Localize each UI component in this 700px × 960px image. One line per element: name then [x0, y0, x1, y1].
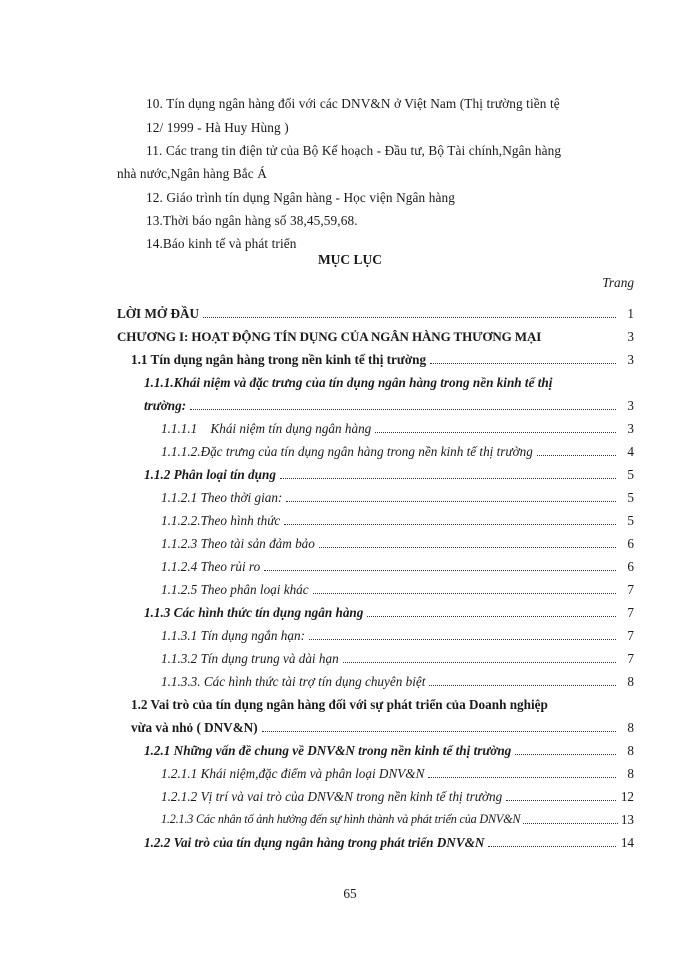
toc-entry[interactable] — [117, 804, 634, 827]
toc-entry-title: 1.2.2 Vai trò của tín dụng ngân hàng trong phát triển DNV&N — [144, 835, 485, 850]
toc-entry-page: 8 — [627, 674, 634, 689]
toc-entry[interactable] — [117, 505, 634, 528]
toc-entry-title: 1.1.3.1 Tín dụng ngắn hạn: — [161, 628, 305, 643]
reference-14: 14.Báo kinh tế và phát triển — [146, 236, 297, 251]
toc-leader-dots — [343, 662, 616, 663]
reference-10-line1: 10. Tín dụng ngân hàng đối với các DNV&N ở Việt Nam (Thị trường tiền tệ — [146, 96, 560, 111]
toc-leader-dots — [280, 478, 616, 479]
toc-leader-dots — [523, 823, 618, 824]
toc-entry-title: 1.1.3.2 Tín dụng trung và dài hạn — [161, 651, 339, 666]
toc-entry-title: 1.1.1.1 Khái niệm tín dụng ngân hàng — [161, 421, 372, 436]
toc-leader-dots — [537, 455, 616, 456]
toc-entry-title: 1.1.2 Phân loại tín dụng — [144, 467, 276, 482]
toc-leader-dots — [309, 639, 616, 640]
toc-entry[interactable] — [117, 827, 634, 850]
toc-entry-page: 7 — [627, 651, 634, 666]
toc-leader-dots — [264, 570, 616, 571]
toc-entry-page: 5 — [627, 490, 634, 505]
toc-entry-title: 1.2.1.2 Vị trí và vai trò của DNV&N trong nền kinh tế thị trường — [161, 789, 503, 804]
toc-entry-title: 1.1.3.3. Các hình thức tài trợ tín dụng chuyên biệt — [161, 674, 426, 689]
toc-entry[interactable] — [117, 436, 634, 459]
reference-13: 13.Thời báo ngân hàng số 38,45,59,68. — [146, 213, 358, 228]
toc-entry-page: 6 — [627, 536, 634, 551]
toc-leader-dots — [429, 685, 616, 686]
toc-entry-title-cont: vừa và nhỏ ( DNV&N) — [131, 720, 258, 735]
toc-entry[interactable] — [117, 551, 634, 574]
toc-entry-page: 3 — [627, 398, 634, 413]
toc-entry[interactable] — [117, 697, 634, 735]
toc-entry[interactable] — [117, 574, 634, 597]
toc-leader-dots — [286, 501, 616, 502]
toc-entry-title: 1.1.2.1 Theo thời gian: — [161, 490, 283, 505]
toc-entry-page: 8 — [627, 743, 634, 758]
toc-entry-title: 1.1.1.2.Đặc trưng của tín dụng ngân hàng trong nền kinh tế thị trường — [161, 444, 533, 459]
toc-leader-dots — [319, 547, 616, 548]
toc-entry[interactable] — [117, 528, 634, 551]
reference-10-line2: 12/ 1999 - Hà Huy Hùng ) — [146, 120, 289, 135]
toc-entry-title: LỜI MỞ ĐẦU — [117, 306, 200, 321]
toc-entry[interactable] — [117, 344, 634, 367]
toc-entry-page: 8 — [627, 720, 634, 735]
toc-leader-dots — [284, 524, 616, 525]
toc-entry-page: 5 — [627, 513, 634, 528]
toc-entry-page: 7 — [627, 605, 634, 620]
toc-title: MỤC LỤC — [317, 252, 383, 267]
toc-entry-page: 7 — [627, 582, 634, 597]
toc-entry-title: 1.2.1 Những vấn đề chung về DNV&N trong nền kinh tế thị trường — [144, 743, 512, 758]
reference-11-line1: 11. Các trang tin điện tử của Bộ Kế hoạch - Đầu tư, Bộ Tài chính,Ngân hàng — [146, 143, 562, 158]
reference-11-line2: nhà nước,Ngân hàng Bắc Á — [117, 166, 267, 181]
reference-12: 12. Giáo trình tín dụng Ngân hàng - Học viện Ngân hàng — [146, 190, 455, 205]
toc-entry-title: 1.1.2.5 Theo phân loại khác — [161, 582, 309, 597]
toc-entry-title: 1.1.2.4 Theo rủi ro — [161, 559, 261, 574]
toc-entry[interactable] — [117, 735, 634, 758]
toc-entry[interactable] — [117, 620, 634, 643]
toc-entry[interactable] — [117, 781, 634, 804]
toc-leader-dots — [262, 731, 616, 732]
toc-entry[interactable] — [117, 643, 634, 666]
toc-entry-title: 1.1.2.3 Theo tài sản đảm bảo — [161, 536, 315, 551]
toc-entry-title: 1.1.1.Khái niệm và đặc trưng của tín dụng ngân hàng trong nền kinh tế thị — [144, 375, 553, 390]
toc-page-label: Trang — [602, 275, 634, 290]
toc-entry-page: 8 — [627, 766, 634, 781]
toc-entry[interactable] — [117, 298, 634, 321]
toc-entry-title: 1.1.3 Các hình thức tín dụng ngân hàng — [144, 605, 364, 620]
toc-entry-page: 4 — [627, 444, 634, 459]
toc-entry-page: 12 — [620, 789, 634, 804]
toc-leader-dots — [515, 754, 616, 755]
toc-entry[interactable] — [117, 482, 634, 505]
toc-leader-dots — [367, 616, 616, 617]
toc-entry[interactable] — [117, 459, 634, 482]
toc-entry-page: 3 — [627, 329, 634, 344]
toc-leader-dots — [430, 363, 616, 364]
toc-leader-dots — [190, 409, 616, 410]
toc-entry[interactable] — [117, 597, 634, 620]
toc-entry-page: 1 — [627, 306, 634, 321]
toc-entry[interactable] — [117, 413, 634, 436]
toc-entry-page: 3 — [627, 421, 634, 436]
page-number: 65 — [343, 886, 357, 901]
toc-entry[interactable] — [117, 375, 634, 413]
toc-entry-page: 5 — [627, 467, 634, 482]
toc-leader-dots — [203, 317, 616, 318]
toc-leader-dots — [313, 593, 616, 594]
toc-entry-page: 6 — [627, 559, 634, 574]
toc-leader-dots — [506, 800, 616, 801]
toc-entry[interactable] — [117, 758, 634, 781]
toc-leader-dots — [488, 846, 616, 847]
table-of-contents — [117, 298, 634, 850]
toc-entry[interactable] — [117, 321, 634, 344]
toc-entry-page: 3 — [627, 352, 634, 367]
toc-entry-page: 14 — [620, 835, 634, 850]
toc-leader-dots — [375, 432, 616, 433]
toc-entry-title: 1.2.1.1 Khái niệm,đặc điểm và phân loại DNV&N — [161, 766, 425, 781]
toc-entry-title: 1.1.2.2.Theo hình thức — [161, 513, 281, 528]
toc-entry-page: 7 — [627, 628, 634, 643]
toc-entry-page: 13 — [620, 812, 634, 827]
toc-entry-title-cont: trường: — [144, 398, 187, 413]
toc-entry-title: CHƯƠNG I: HOẠT ĐỘNG TÍN DỤNG CỦA NGÂN HÀNG THƯƠNG MẠI — [117, 329, 542, 344]
toc-entry-title: 1.2.1.3 Các nhân tố ảnh hưởng đến sự hình thành và phát triển của DNV&N — [161, 812, 521, 826]
toc-entry-title: 1.1 Tín dụng ngân hàng trong nền kinh tế thị trường — [131, 352, 427, 367]
toc-entry[interactable] — [117, 666, 634, 689]
toc-entry-title: 1.2 Vai trò của tín dụng ngân hàng đối với sự phát triển của Doanh nghiệp — [131, 697, 548, 712]
toc-leader-dots — [428, 777, 616, 778]
